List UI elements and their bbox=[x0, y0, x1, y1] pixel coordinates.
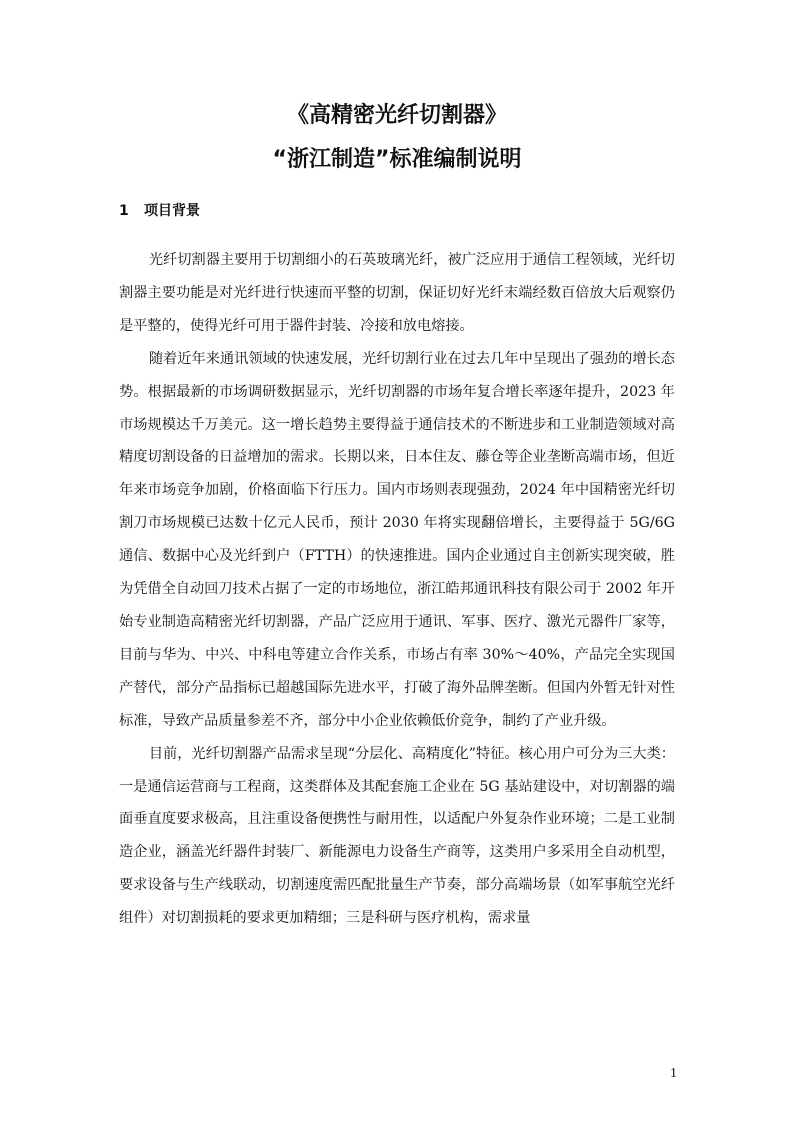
document-title-line-1: 《高精密光纤切割器》 bbox=[286, 103, 507, 128]
section-number: 1 bbox=[119, 203, 129, 219]
document-title-line-2: “浙江制造”标准编制说明 bbox=[272, 147, 522, 172]
section-heading bbox=[119, 201, 200, 221]
paragraph: 光纤切割器主要用于切割细小的石英玻璃光纤，被广泛应用于通信工程领域，光纤切割器主要功能是对光纤进行快速而平整的切割，保证切好光纤末端经数百倍放大后观察仍是平整的，使得光纤可用于器件封装、冷接和放电熔接。 bbox=[119, 252, 675, 334]
body-text bbox=[119, 244, 675, 935]
page-number: 1 bbox=[670, 1066, 677, 1081]
section-title: 项目背景 bbox=[144, 203, 200, 219]
paragraph: 随着近年来通讯领域的快速发展，光纤切割行业在过去几年中呈现出了强劲的增长态势。根据最新的市场调研数据显示，光纤切割器的市场年复合增长率逐年提升，2023 年市场规模达千万美元。这一增长趋势主要得益于通信技术的不断进步和工业制造领域对高精度切割设备的日益增加的需求。长期以来，日本住友、藤仓等企业垄断高端市场，但近年来市场竞争加剧，价格面临下行压力。国内市场则表现强劲，2024 年中国精密光纤切割刀市场规模已达数十亿元人民币，预计 2030 年将实现翻倍增长，主要得益于 5G/6G 通信、数据中心及光纤到户（FTTH）的快速推进。国内企业通过自主创新实现突破，胜为凭借全自动回刀技术占据了一定的市场地位，浙江皓邦通讯科技有限公司于 2002 年开始专业制造高精密光纤切割器，产品广泛应用于通讯、军事、医疗、激光元器件厂家等，目前与华为、中兴、中科电等建立合作关系，市场占有率 30%～40%，产品完全实现国产替代，部分产品指标已超越国际先进水平，打破了海外品牌垄断。但国内外暂无针对性标准，导致产品质量参差不齐，部分中小企业依赖低价竞争，制约了产业升级。 bbox=[119, 350, 675, 729]
paragraph: 目前，光纤切割器产品需求呈现“分层化、高精度化”特征。核心用户可分为三大类：一是通信运营商与工程商，这类群体及其配套施工企业在 5G 基站建设中，对切割器的端面垂直度要求极高，且注重设备便携性与耐用性，以适配户外复杂作业环境；二是工业制造企业，涵盖光纤器件封装厂、新能源电力设备生产商等，这类用户多采用全自动机型，要求设备与生产线联动，切割速度需匹配批量生产节奏，部分高端场景（如军事航空光纤组件）对切割损耗的要求更加精细；三是科研与医疗机构，需求量 bbox=[119, 745, 675, 927]
